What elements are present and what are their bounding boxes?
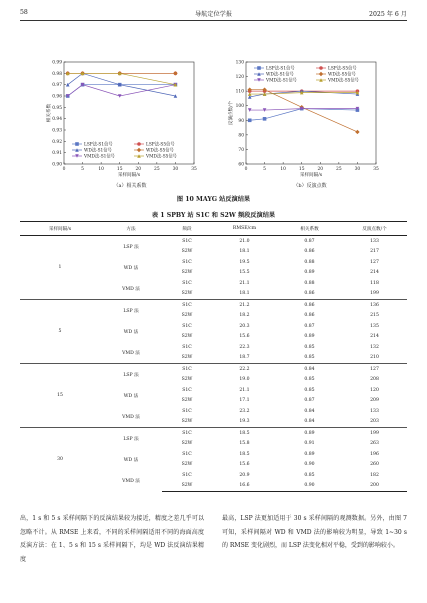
data-point <box>319 66 323 70</box>
legend-label: LSP法-S5信号 <box>328 66 357 72</box>
band-cell: S1C <box>162 236 212 247</box>
y-tick-label: 0.91 <box>52 151 62 157</box>
rmse-cell: 19.3 <box>239 419 250 425</box>
header-band: 频段 <box>162 222 212 236</box>
rmse-cell: 16.6 <box>212 481 277 492</box>
body-text-right: 最高，LSP 法更加适用于 30 s 采样间隔的观测数据。另外，由图 7 可知，采样间隔对 WD 和 VMD 法的影响较为明显，导致 1~30 s 的 RMSE 变化剧烈，而 LSP 法变化相对平稳，受到的影响较小。 <box>222 515 407 549</box>
points-cell: 215 <box>370 313 379 319</box>
points-cell: 260 <box>370 462 379 468</box>
x-tick-label: 30 <box>172 167 179 172</box>
header-rule <box>20 20 407 21</box>
points-cell: 132 <box>370 344 379 350</box>
band-cell: S2W <box>181 398 193 404</box>
y-axis-label: 相关系数 <box>47 103 52 123</box>
points-cell: 135 <box>370 323 379 329</box>
rmse-cell: 18.1 <box>239 291 250 297</box>
band-cell: S2W <box>181 462 193 468</box>
points-cell: 200 <box>342 481 407 492</box>
correlation-cell: 0.86 <box>304 249 315 255</box>
legend-label: VMD法-S5信号 <box>328 78 359 84</box>
x-tick-label: 0 <box>62 167 66 172</box>
band-cell: S2W <box>181 334 193 340</box>
band-cell: S1C <box>162 300 212 311</box>
correlation-cell: 0.86 <box>304 291 315 297</box>
legend-label: WD法-S5信号 <box>328 72 356 78</box>
points-cell: 203 <box>370 419 379 425</box>
correlation-cell: 0.87 <box>277 236 342 247</box>
rmse-cell: 21.2 <box>212 300 277 311</box>
points-cell: 214 <box>370 334 379 340</box>
y-tick-label: 0.96 <box>52 94 62 100</box>
method-cell: LSP 法 <box>100 428 162 450</box>
rmse-cell: 18.5 <box>212 428 277 439</box>
issue-date: 2025 年 6 月 <box>369 11 407 18</box>
x-tick-label: 10 <box>280 167 286 172</box>
legend-label: VMD法-S1信号 <box>84 154 115 160</box>
y-tick-label: 120 <box>235 75 244 81</box>
header-method: 方法 <box>100 222 162 236</box>
points-cell: 127 <box>342 364 407 375</box>
points-cell: 217 <box>370 249 379 255</box>
correlation-cell: 0.90 <box>277 481 342 492</box>
y-tick-label: 0.95 <box>52 105 62 111</box>
correlation-cell: 0.89 <box>304 334 315 340</box>
table-row <box>20 428 407 439</box>
data-point <box>137 148 141 152</box>
y-tick-label: 0.98 <box>52 71 62 77</box>
x-tick-label: 15 <box>116 167 123 172</box>
rmse-cell: 23.2 <box>239 408 250 414</box>
method-cell: VMD 法 <box>122 286 140 292</box>
band-cell: S1C <box>182 259 192 265</box>
correlation-cell: 0.85 <box>304 387 315 393</box>
legend-label: LSP法-S1信号 <box>266 66 295 72</box>
legend-label: VMD法-S5信号 <box>146 154 177 160</box>
journal-name: 导航定位学报 <box>194 11 233 18</box>
body-text-left: 出，1 s 和 5 s 采样间隔下的反演结果较为接近，精度之差几乎可以忽略不计。从 RMSE 上来看，不同的采样间隔适用不同的海面高度反演方法：在 1、5 s 和 15 s 采样间隔下，均是 WD 法反演结果精度 <box>20 515 204 563</box>
x-axis-label: 采样间隔/s <box>299 173 323 178</box>
legend-label: LSP法-S5信号 <box>146 142 175 148</box>
points-cell: 199 <box>342 428 407 439</box>
data-point <box>137 142 141 146</box>
legend-label: VMD法-S1信号 <box>266 78 297 84</box>
interval-cell: 5 <box>20 300 100 364</box>
method-cell: VMD 法 <box>122 414 140 420</box>
x-tick-label: 35 <box>191 167 197 172</box>
correlation-cell: 0.84 <box>304 419 315 425</box>
correlation-cell: 0.87 <box>304 323 315 329</box>
points-cell: 214 <box>370 270 379 276</box>
rmse-cell: 15.8 <box>239 441 250 447</box>
method-cell: VMD 法 <box>122 478 140 484</box>
y-tick-label: 90 <box>238 118 244 124</box>
method-cell: WD 法 <box>123 265 139 271</box>
correlation-cell: 0.88 <box>304 280 315 286</box>
header-points: 反演点数/个 <box>342 222 407 236</box>
rmse-cell: 20.9 <box>239 472 250 478</box>
points-cell: 263 <box>370 441 379 447</box>
rmse-cell: 15.6 <box>239 462 250 468</box>
table-header-row <box>20 222 407 236</box>
band-cell: S1C <box>182 280 192 286</box>
rmse-cell: 21.1 <box>239 280 250 286</box>
rmse-cell: 18.2 <box>239 313 250 319</box>
correlation-cell: 0.86 <box>304 313 315 319</box>
rmse-cell: 15.5 <box>239 270 250 276</box>
correlation-cell: 0.86 <box>277 300 342 311</box>
data-point <box>257 66 261 70</box>
data-point <box>319 72 323 76</box>
data-point <box>263 117 267 121</box>
correlation-cell: 0.90 <box>304 462 315 468</box>
rmse-cell: 20.3 <box>239 323 250 329</box>
page-number: 58 <box>20 9 28 16</box>
panel-a-caption: （a）相关系数 <box>113 183 147 189</box>
correlation-cell: 0.84 <box>304 408 315 414</box>
x-tick-label: 5 <box>263 167 266 172</box>
y-tick-label: 60 <box>238 162 244 168</box>
table-row <box>20 236 407 247</box>
rmse-cell: 18.7 <box>239 355 250 361</box>
x-tick-label: 35 <box>373 167 379 172</box>
band-cell: S2W <box>181 355 193 361</box>
method-cell: VMD 法 <box>122 350 140 356</box>
correlation-cell: 0.88 <box>304 259 315 265</box>
band-cell: S2W <box>181 419 193 425</box>
correlation-cell: 0.85 <box>304 472 315 478</box>
y-tick-label: 0.99 <box>52 60 62 66</box>
points-cell: 182 <box>370 472 379 478</box>
y-tick-label: 110 <box>235 89 244 95</box>
interval-cell: 15 <box>20 364 100 428</box>
interval-cell: 30 <box>20 428 100 492</box>
x-tick-label: 5 <box>81 167 84 172</box>
x-tick-label: 30 <box>354 167 361 172</box>
band-cell: S1C <box>182 408 192 414</box>
band-cell: S2W <box>181 313 193 319</box>
interval-cell: 1 <box>20 236 100 300</box>
y-tick-label: 0.97 <box>52 83 62 89</box>
band-cell: S2W <box>181 270 193 276</box>
rmse-cell: 17.1 <box>239 398 250 404</box>
y-tick-label: 0.90 <box>52 162 62 168</box>
rmse-cell: 19.5 <box>239 259 250 265</box>
band-cell: S1C <box>182 323 192 329</box>
legend-label: WD法-S1信号 <box>266 72 294 78</box>
correlation-cell: 0.87 <box>304 398 315 404</box>
y-axis-label: 反演点数/个 <box>229 100 234 126</box>
method-cell: WD 法 <box>123 329 139 335</box>
header-rmse: RMSE/cm <box>212 222 277 236</box>
correlation-cell: 0.85 <box>304 355 315 361</box>
table-caption: 表 1 SPBY 站 S1C 和 S2W 频段反演结果 <box>151 212 276 219</box>
band-cell: S1C <box>162 364 212 375</box>
y-tick-label: 70 <box>238 147 244 153</box>
correlation-cell: 0.89 <box>277 428 342 439</box>
x-tick-label: 20 <box>317 167 324 172</box>
points-cell: 118 <box>370 280 379 286</box>
rmse-cell: 21.0 <box>212 236 277 247</box>
method-cell: WD 法 <box>123 393 139 399</box>
method-cell: LSP 法 <box>100 236 162 258</box>
data-point <box>75 142 79 146</box>
y-tick-label: 0.94 <box>52 117 62 123</box>
legend-label: WD法-S5信号 <box>146 148 174 154</box>
correlation-cell: 0.91 <box>304 441 315 447</box>
rmse-cell: 22.2 <box>212 364 277 375</box>
x-tick-label: 25 <box>336 167 342 172</box>
points-cell: 133 <box>370 408 379 414</box>
points-cell: 199 <box>370 291 379 297</box>
correlation-cell: 0.89 <box>304 270 315 276</box>
data-point <box>248 118 252 122</box>
x-tick-label: 0 <box>244 167 248 172</box>
x-axis-label: 采样间隔/s <box>117 173 141 178</box>
band-cell: S1C <box>162 428 212 439</box>
band-cell: S1C <box>182 344 192 350</box>
correlation-cell: 0.84 <box>277 364 342 375</box>
rmse-cell: 18.1 <box>239 249 250 255</box>
y-tick-label: 0.92 <box>52 139 62 145</box>
band-cell: S2W <box>181 377 193 383</box>
rmse-cell: 18.5 <box>239 451 250 457</box>
y-tick-label: 100 <box>235 104 244 110</box>
rmse-cell: 15.6 <box>239 334 250 340</box>
results-table <box>20 221 407 492</box>
band-cell: S1C <box>182 387 192 393</box>
points-cell: 209 <box>370 398 379 404</box>
data-point <box>355 130 359 134</box>
series-line <box>250 90 358 132</box>
points-cell: 208 <box>370 377 379 383</box>
points-cell: 136 <box>342 300 407 311</box>
band-cell: S1C <box>182 451 192 457</box>
points-cell: 196 <box>370 451 379 457</box>
data-point <box>173 71 177 75</box>
correlation-cell: 0.89 <box>304 451 315 457</box>
table-row <box>20 300 407 311</box>
band-cell: S1C <box>182 472 192 478</box>
y-tick-label: 80 <box>238 133 244 139</box>
legend-label: LSP法-S1信号 <box>84 142 113 148</box>
correlation-chart <box>40 58 205 188</box>
rmse-cell: 22.3 <box>239 344 250 350</box>
legend-label: WD法-S1信号 <box>84 148 112 154</box>
header-correlation: 相关系数 <box>277 222 342 236</box>
points-cell: 133 <box>342 236 407 247</box>
x-tick-label: 20 <box>135 167 142 172</box>
inversion-points-chart <box>222 58 387 188</box>
panel-b-caption: （b）反演点数 <box>293 183 327 189</box>
y-tick-label: 130 <box>235 60 244 66</box>
rmse-cell: 21.1 <box>239 387 250 393</box>
correlation-cell: 0.85 <box>304 377 315 383</box>
method-cell: WD 法 <box>123 457 139 463</box>
band-cell: S2W <box>181 441 193 447</box>
method-cell: LSP 法 <box>100 364 162 386</box>
x-tick-label: 10 <box>98 167 104 172</box>
band-cell: S2W <box>181 291 193 297</box>
rmse-cell: 19.0 <box>239 377 250 383</box>
header-interval: 采样间隔/s <box>20 222 100 236</box>
points-cell: 210 <box>370 355 379 361</box>
y-tick-label: 0.93 <box>52 128 62 134</box>
x-tick-label: 15 <box>298 167 305 172</box>
correlation-cell: 0.85 <box>304 344 315 350</box>
figure-caption: 图 10 MAYG 站反演结果 <box>176 196 251 203</box>
table-row <box>20 364 407 375</box>
band-cell: S2W <box>162 481 212 492</box>
method-cell: LSP 法 <box>100 300 162 322</box>
x-tick-label: 25 <box>154 167 160 172</box>
band-cell: S2W <box>181 249 193 255</box>
points-cell: 127 <box>370 259 379 265</box>
points-cell: 120 <box>370 387 379 393</box>
